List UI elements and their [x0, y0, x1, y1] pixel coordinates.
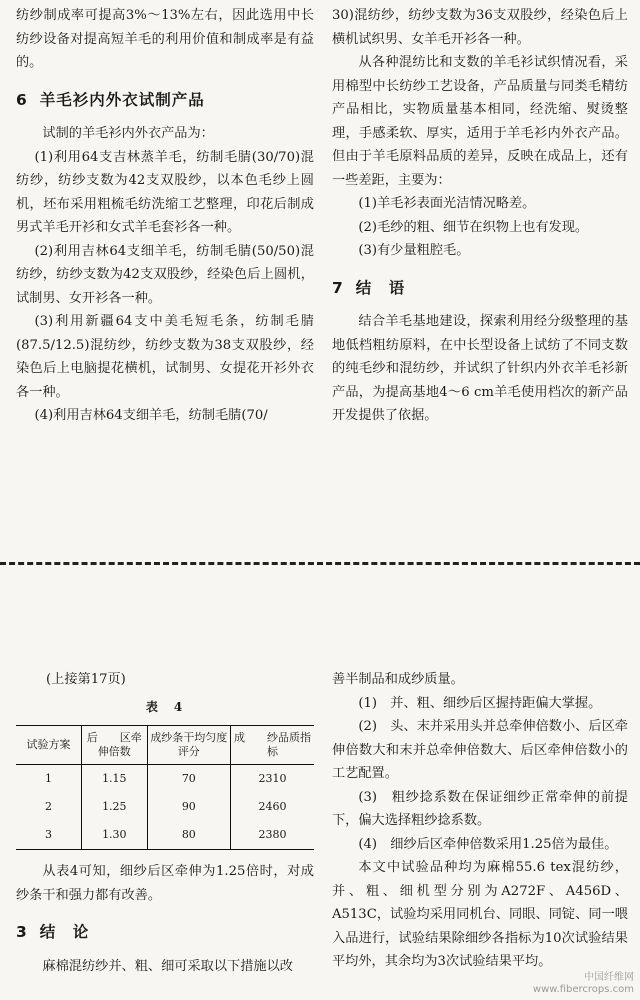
table-cell: 2: [45, 800, 53, 813]
product-item-3: (3)利用新疆64支中美毛短毛条，纺制毛腈(87.5/12.5)混纺纱，纺纱支数为38支双股纱，经染色后上电脑提花横机，试制男、女提花开衫外衣各一种。: [16, 314, 314, 400]
paragraph-measures-intro: 麻棉混纺纱并、粗、细可采取以下措施以改: [42, 958, 293, 974]
table-cell: 70: [147, 765, 230, 794]
paragraph-measures-intro-end: 善半制品和成纱质量。: [332, 672, 464, 687]
measure-item-2: (2) 头、末并采用头并总牵伸倍数小、后区牵伸倍数大和末并总牵伸倍数大、后区牵伸倍数小的工艺配置。: [332, 719, 628, 781]
table-row: [16, 821, 314, 850]
watermark-line-1: 中国纤维网: [584, 972, 634, 983]
table-cell: 90: [147, 793, 230, 821]
issue-item-1: (1)羊毛衫表面光洁情况略差。: [358, 196, 536, 211]
section-7-number: 7: [332, 278, 344, 297]
table-cell: 1: [45, 772, 53, 785]
section-3-number: 3: [16, 923, 28, 941]
table-cell: 1.25: [82, 793, 148, 821]
article-divider: [0, 562, 640, 565]
paragraph-yield: 纺纱制成率可提高3%～13%左右，因此选用中长纺纱设备对提高短羊毛的利用价值和制成率是有益的。: [16, 8, 314, 70]
column-bottom-left: [16, 668, 314, 978]
measure-item-1: (1) 并、粗、细纱后区握持距偏大掌握。: [358, 695, 602, 711]
table-cell: 1.30: [82, 821, 148, 850]
continued-note: (上接第17页): [46, 672, 126, 687]
table-header-cell: 试验方案: [16, 726, 82, 765]
watermark: [533, 972, 634, 996]
paragraph-after-table: 从表4可知，细纱后区牵伸为1.25倍时，对成纱条干和强力都有改善。: [16, 864, 314, 903]
column-top-right: [332, 4, 628, 428]
section-3-title: 结 论: [39, 923, 90, 941]
section-6-intro: 试制的羊毛衫内外衣产品为：: [42, 126, 214, 141]
table-header-cell: 成 纱品质指标: [231, 726, 314, 765]
table-row: [16, 765, 314, 794]
table-header-row: [16, 726, 314, 765]
section-6-title: 羊毛衫内外衣试制产品: [39, 90, 205, 109]
watermark-line-2: www.fibercrops.com: [532, 984, 634, 995]
table-header-cell: 成纱条干均匀度评分: [147, 726, 230, 765]
product-item-2: (2)利用吉林64支细羊毛，纺制毛腈(50/50)混纺纱，纺纱支数为42支双股纱，经染色后上圆机，试制男、女开衫各一种。: [16, 243, 314, 306]
issue-item-2: (2)毛纱的粗、细节在织物上也有发现。: [358, 219, 589, 235]
data-table: [16, 725, 314, 850]
paragraph-final: 本文中试验品种均为麻棉55.6 tex混纺纱，并、粗、细机型分别为A272F、A456D、A513C，试验均采用同机台、同眼、同锭、同一喂入品进行，试验结果除细纱各指标为10次试验结果平均外，其余均为3次试验结果平均。: [332, 860, 628, 969]
paragraph-evaluation: 从各种混纺比和支数的羊毛衫试织情况看，采用棉型中长纺纱工艺设备，产品质量与同类毛精纺产品相比，实物质量基本相同，经洗缩、熨烫整理，手感柔软、厚实，适用于羊毛衫内外衣产品。但由于羊毛原料品质的差异，反映在成品上，还有一些差距，主要为：: [332, 55, 628, 188]
product-item-1: (1)利用64支吉林蒸羊毛，纺制毛腈(30/70)混纺纱，纺纱支数为42支双股纱，以本色毛纱上圆机，坯布采用粗梳毛纺洗缩工艺整理，印花后制成男式羊毛开衫和女式羊毛套衫各一种。: [16, 149, 314, 235]
table-cell: 2310: [231, 765, 314, 794]
table-caption: 表 4: [145, 699, 185, 714]
section-3-heading: [16, 921, 314, 945]
table-cell: 80: [147, 821, 230, 850]
table-cell: 1.15: [82, 765, 148, 794]
paragraph-conclusion: 结合羊毛基地建设，探索利用经分级整理的基地低档粗纺原料，在中长型设备上试纺了不同支数的纯毛纱和混纺纱，并试织了针织内外衣羊毛衫新产品，为提高基地4～6 cm羊毛使用档次的新产品开发提供了依据。: [332, 314, 628, 423]
section-6-heading: [16, 89, 314, 113]
table-row: [16, 793, 314, 821]
table-cell: 2460: [231, 793, 314, 821]
section-6-number: 6: [16, 90, 28, 109]
table-cell: 2380: [231, 821, 314, 850]
measure-item-3: (3) 粗纱捻系数在保证细纱正常牵伸的前提下，偏大选择粗纱捻系数。: [332, 789, 628, 828]
column-bottom-right: [332, 668, 628, 974]
product-item-4-start: (4)利用吉林64支细羊毛，纺制毛腈(70/: [34, 408, 268, 423]
column-top-left: [16, 4, 314, 428]
product-item-4-end: 30)混纺纱，纺纱支数为36支双股纱，经染色后上横机试织男、女羊毛开衫各一种。: [332, 8, 628, 47]
measure-item-4: (4) 细纱后区牵伸倍数采用1.25倍为最佳。: [358, 836, 618, 852]
issue-item-3: (3)有少量粗腔毛。: [358, 243, 470, 258]
table-cell: 3: [45, 828, 53, 841]
section-7-title: 结 语: [355, 278, 406, 297]
table-header-cell: 后 区牵伸倍数: [82, 726, 148, 765]
section-7-heading: [332, 277, 628, 301]
